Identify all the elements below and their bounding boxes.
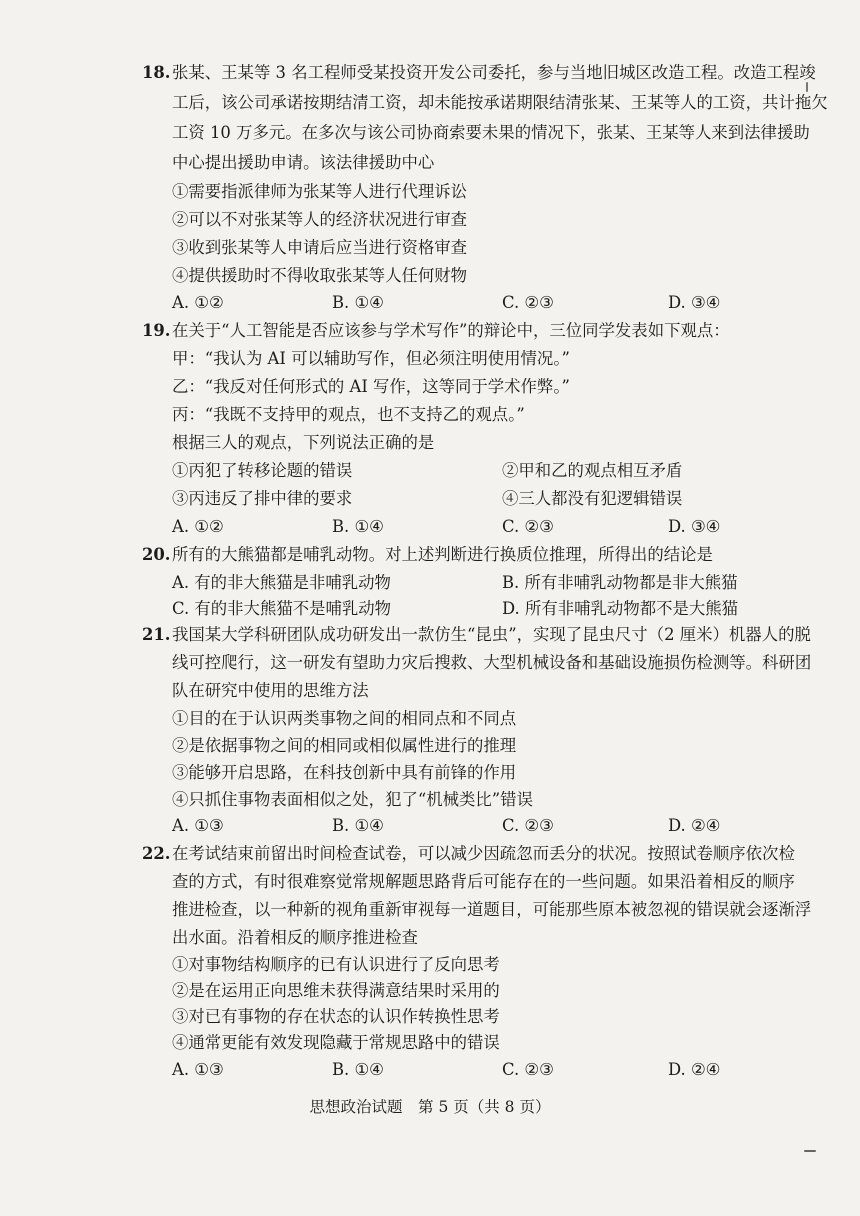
statement-1: ①需要指派律师为张某等人进行代理诉讼 bbox=[172, 182, 468, 201]
question-text-line: 乙：“我反对任何形式的 AI 写作，这等同于学术作弊。” bbox=[172, 377, 570, 396]
option-c: C. ②③ bbox=[502, 816, 554, 835]
question-text-line: 根据三人的观点，下列说法正确的是 bbox=[172, 433, 435, 452]
question-text-line: 查的方式，有时很难察觉常规解题思路背后可能存在的一些问题。如果沿着相反的顺序 bbox=[172, 872, 795, 891]
option-a: A. ①③ bbox=[172, 816, 224, 835]
option-b: B. ①④ bbox=[332, 293, 384, 312]
question-text-line: 张某、王某等 3 名工程师受某投资开发公司委托，参与当地旧城区改造工程。改造工程竣 bbox=[172, 63, 816, 82]
statement-1: ①目的在于认识两类事物之间的相同点和不同点 bbox=[172, 709, 517, 728]
statement-3: ③丙违反了排中律的要求 bbox=[172, 489, 353, 508]
scan-mark bbox=[806, 82, 808, 92]
option-d: D. ②④ bbox=[668, 1060, 721, 1079]
statement-4: ④三人都没有犯逻辑错误 bbox=[502, 489, 683, 508]
question-text-line: 中心提出援助申请。该法律援助中心 bbox=[172, 153, 435, 172]
option-d: D. ③④ bbox=[668, 517, 721, 536]
question-text-line: 出水面。沿着相反的顺序推进检查 bbox=[172, 928, 418, 947]
statement-4: ④通常更能有效发现隐藏于常规思路中的错误 bbox=[172, 1033, 500, 1052]
option-a: A. ①② bbox=[172, 517, 224, 536]
statement-1: ①对事物结构顺序的已有认识进行了反向思考 bbox=[172, 955, 500, 974]
statement-2: ②是在运用正向思维未获得满意结果时采用的 bbox=[172, 981, 500, 1000]
question-text-line: 丙：“我既不支持甲的观点，也不支持乙的观点。” bbox=[172, 405, 525, 424]
statement-4: ④只抓住事物表面相似之处，犯了“机械类比”错误 bbox=[172, 790, 533, 809]
option-a: A. ①② bbox=[172, 293, 224, 312]
option-c: C. ②③ bbox=[502, 293, 554, 312]
statement-2: ②可以不对张某等人的经济状况进行审查 bbox=[172, 210, 468, 229]
option-a: A. ①③ bbox=[172, 1060, 224, 1079]
option-d: D. ②④ bbox=[668, 816, 721, 835]
question-text-line: 工资 10 万多元。在多次与该公司协商索要未果的情况下，张某、王某等人来到法律援助 bbox=[172, 123, 810, 142]
question-text-line: 推进检查，以一种新的视角重新审视每一道题目，可能那些原本被忽视的错误就会逐渐浮 bbox=[172, 900, 812, 919]
question-text-line: 工后，该公司承诺按期结清工资，却未能按承诺期限结清张某、王某等人的工资，共计拖欠 bbox=[172, 93, 828, 112]
option-b: B. ①④ bbox=[332, 1060, 384, 1079]
statement-3: ③收到张某等人申请后应当进行资格审查 bbox=[172, 238, 468, 257]
question-text-line: 所有的大熊猫都是哺乳动物。对上述判断进行换质位推理，所得出的结论是 bbox=[172, 545, 713, 564]
option-b: B. ①④ bbox=[332, 517, 384, 536]
statement-3: ③对已有事物的存在状态的认识作转换性思考 bbox=[172, 1007, 500, 1026]
question-number: 20. bbox=[142, 545, 171, 564]
statement-3: ③能够开启思路，在科技创新中具有前锋的作用 bbox=[172, 763, 517, 782]
question-number: 22. bbox=[142, 844, 171, 863]
question-text-line: 甲：“我认为 AI 可以辅助写作，但必须注明使用情况。” bbox=[172, 349, 570, 368]
option-c: C. ②③ bbox=[502, 517, 554, 536]
question-text-line: 队在研究中使用的思维方法 bbox=[172, 681, 369, 700]
question-number: 21. bbox=[142, 625, 171, 644]
question-text-line: 线可控爬行，这一研发有望助力灾后搜救、大型机械设备和基础设施损伤检测等。科研团 bbox=[172, 653, 812, 672]
question-text-line: 我国某大学科研团队成功研发出一款仿生“昆虫”，实现了昆虫尺寸（2 厘米）机器人的脱 bbox=[172, 625, 811, 644]
option-a: A. 有的非大熊猫是非哺乳动物 bbox=[172, 573, 391, 592]
option-b: B. ①④ bbox=[332, 816, 384, 835]
question-number: 19. bbox=[142, 321, 171, 340]
option-d: D. 所有非哺乳动物都不是大熊猫 bbox=[502, 599, 739, 618]
question-text-line: 在考试结束前留出时间检查试卷，可以减少因疏忽而丢分的状况。按照试卷顺序依次检 bbox=[172, 844, 795, 863]
question-number: 18. bbox=[142, 63, 171, 82]
statement-1: ①丙犯了转移论题的错误 bbox=[172, 461, 353, 480]
option-b: B. 所有非哺乳动物都是非大熊猫 bbox=[502, 573, 738, 592]
option-d: D. ③④ bbox=[668, 293, 721, 312]
scan-mark bbox=[804, 1150, 816, 1152]
statement-2: ②是依据事物之间的相同或相似属性进行的推理 bbox=[172, 736, 517, 755]
page-footer: 思想政治试题 第 5 页（共 8 页） bbox=[309, 1098, 551, 1116]
statement-4: ④提供援助时不得收取张某等人任何财物 bbox=[172, 266, 468, 285]
question-text-line: 在关于“人工智能是否应该参与学术写作”的辩论中，三位同学发表如下观点： bbox=[172, 321, 730, 340]
statement-2: ②甲和乙的观点相互矛盾 bbox=[502, 461, 683, 480]
option-c: C. 有的非大熊猫不是哺乳动物 bbox=[172, 599, 392, 618]
option-c: C. ②③ bbox=[502, 1060, 554, 1079]
